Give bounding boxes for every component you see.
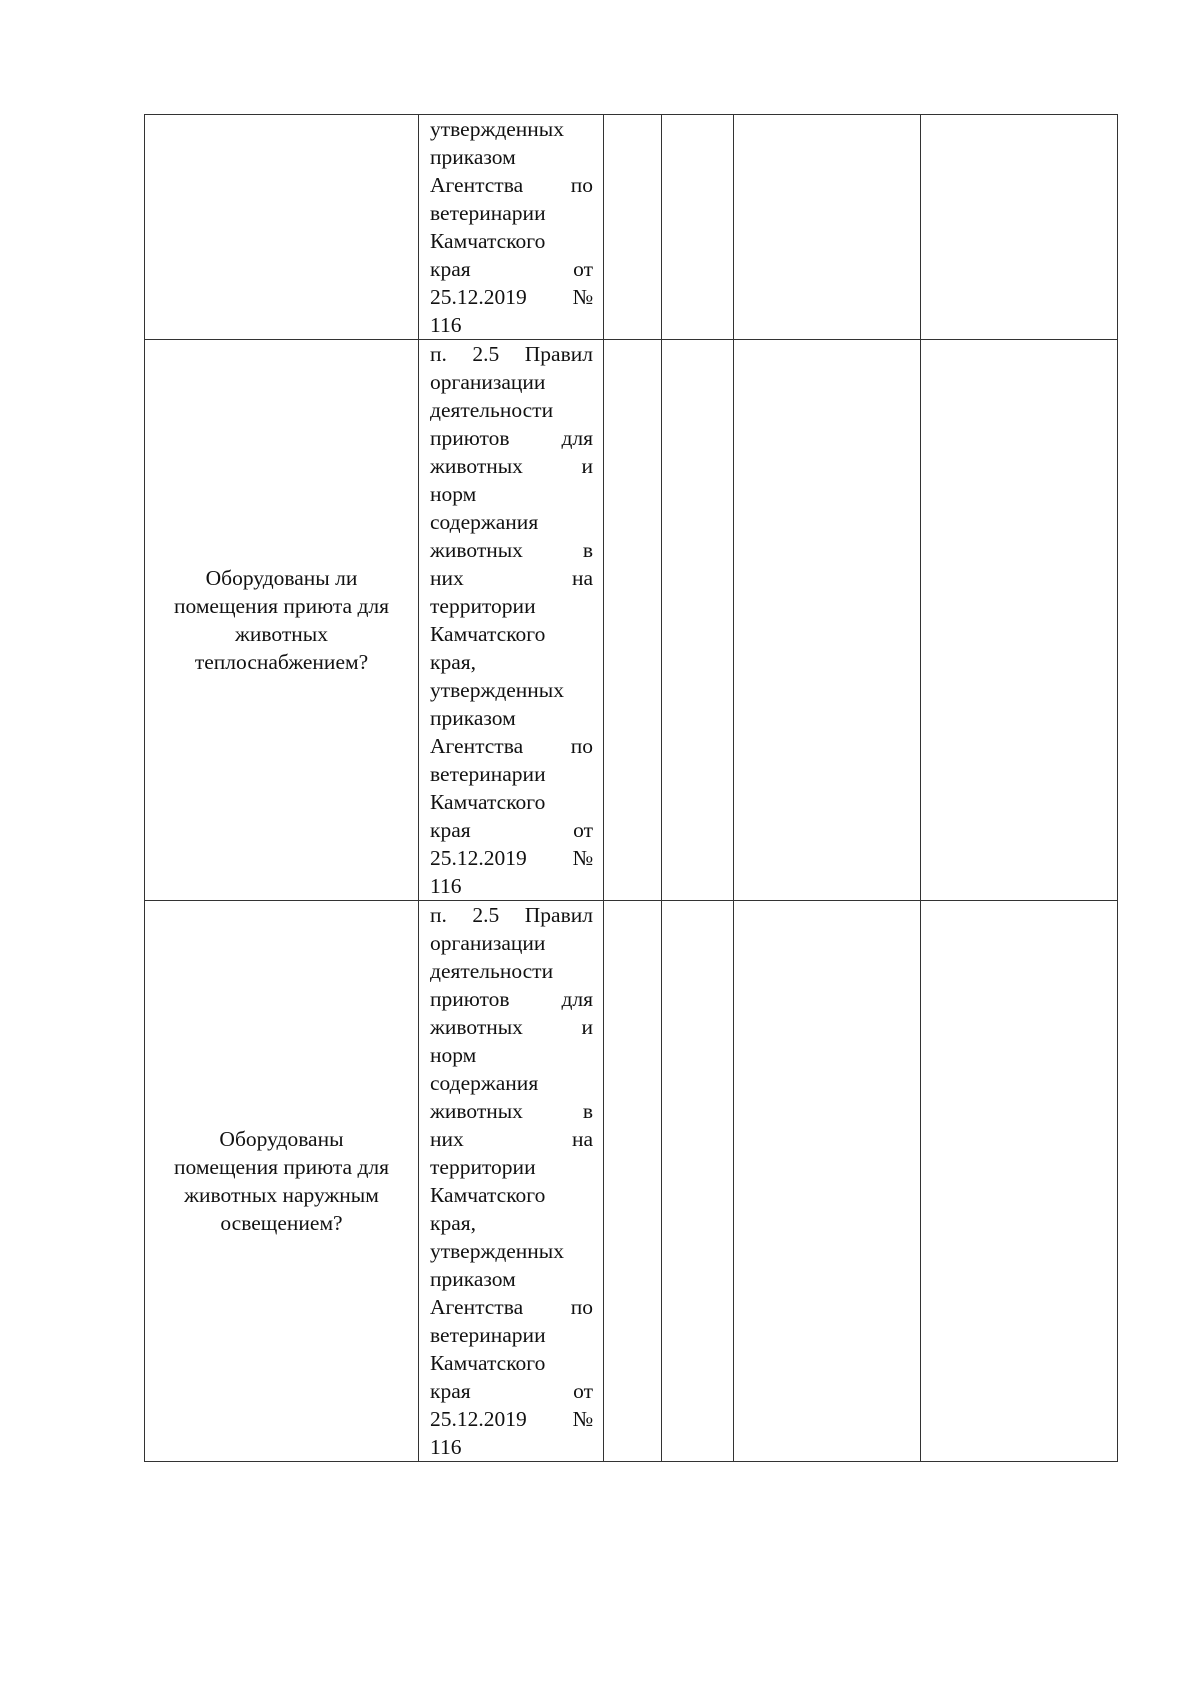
legal-reference-line [430,1013,593,1041]
legal-reference-word: № [572,846,593,870]
legal-reference-line [430,143,593,171]
legal-reference-line [430,340,593,368]
legal-reference-line [430,171,593,199]
legal-reference-word: территории [430,594,536,618]
legal-reference-word: 25.12.2019 [430,285,527,309]
legal-reference-word: ветеринарии [430,1323,546,1347]
legal-reference-line [430,1405,593,1433]
legal-reference-word: в [582,1099,593,1123]
legal-reference-line [430,1097,593,1125]
legal-reference-word: норм [430,482,477,506]
legal-reference-line [430,1209,593,1237]
legal-reference-line [430,844,593,872]
answer-no-cell [662,340,734,901]
answer-not-applicable-cell [734,340,921,901]
legal-reference-line [430,255,593,283]
legal-reference-word: края, [430,1211,477,1235]
legal-reference-word: п. [430,342,447,366]
legal-reference-line [430,957,593,985]
legal-reference-word: Камчатского [430,229,546,253]
legal-reference-word: Правил [524,903,593,927]
legal-reference-line [430,732,593,760]
legal-reference-line [430,760,593,788]
answer-no-cell [662,901,734,1462]
legal-reference-line [430,901,593,929]
legal-reference-line [430,368,593,396]
legal-reference-line [430,227,593,255]
legal-reference-line [430,872,593,900]
legal-reference-line [430,1153,593,1181]
legal-reference-word: 2.5 [472,903,500,927]
legal-reference-word: животных [430,1015,523,1039]
legal-reference-word: для [561,987,593,1011]
legal-reference-word: утвержденных [430,678,565,702]
legal-reference-word: приказом [430,145,516,169]
legal-reference-line [430,1349,593,1377]
legal-reference-line [430,1433,593,1461]
legal-reference-word: № [572,285,593,309]
answer-yes-cell [604,901,662,1462]
legal-reference-word: организации [430,931,546,955]
legal-reference-word: содержания [430,510,539,534]
answer-yes-cell [604,115,662,340]
legal-reference-word: ветеринарии [430,201,546,225]
legal-reference-text [430,340,593,900]
legal-reference-word: приказом [430,1267,516,1291]
legal-reference-cell [419,901,604,1462]
legal-reference-line [430,985,593,1013]
legal-reference-line [430,536,593,564]
legal-reference-word: и [581,454,593,478]
table-row [145,901,1118,1462]
legal-reference-word: животных [430,1099,523,1123]
legal-reference-line [430,676,593,704]
legal-reference-line [430,480,593,508]
legal-reference-word: утвержденных [430,117,565,141]
legal-reference-word: приютов [430,426,510,450]
legal-reference-word: деятельности [430,398,554,422]
legal-reference-word: 25.12.2019 [430,846,527,870]
legal-reference-word: края, [430,650,477,674]
legal-reference-word: норм [430,1043,477,1067]
legal-reference-word: края [430,257,471,281]
question-cell [145,115,419,340]
legal-reference-word: Агентства [430,173,524,197]
legal-reference-word: от [573,257,593,281]
legal-reference-text [430,115,593,339]
legal-reference-line [430,620,593,648]
question-text: Оборудованы помещения приюта для животных наружным освещением? [173,1127,390,1235]
legal-reference-line [430,283,593,311]
legal-reference-line [430,788,593,816]
legal-reference-line [430,564,593,592]
legal-reference-line [430,452,593,480]
legal-reference-line [430,1125,593,1153]
legal-reference-word: на [571,1127,593,1151]
note-cell [921,115,1118,340]
legal-reference-line [430,1069,593,1097]
legal-reference-line [430,592,593,620]
legal-reference-word: Правил [524,342,593,366]
legal-reference-word: 116 [430,1435,462,1459]
legal-reference-line [430,508,593,536]
legal-reference-line [430,311,593,339]
legal-reference-word: края [430,818,471,842]
legal-reference-line [430,115,593,143]
question-cell [145,901,419,1462]
legal-reference-line [430,704,593,732]
legal-reference-word: Агентства [430,1295,524,1319]
legal-reference-line [430,1237,593,1265]
legal-reference-word: территории [430,1155,536,1179]
legal-reference-word: 116 [430,313,462,337]
legal-reference-word: них [430,1127,464,1151]
legal-reference-word: них [430,566,464,590]
legal-reference-word: 116 [430,874,462,898]
legal-reference-word: ветеринарии [430,762,546,786]
question-text: Оборудованы ли помещения приюта для животных теплоснабжением? [173,566,390,674]
legal-reference-line [430,816,593,844]
legal-reference-line [430,1377,593,1405]
legal-reference-word: Камчатского [430,790,546,814]
legal-reference-line [430,396,593,424]
answer-not-applicable-cell [734,901,921,1462]
table-row [145,115,1118,340]
checklist-table [144,114,1118,1462]
legal-reference-word: Камчатского [430,1351,546,1375]
question-cell [145,340,419,901]
legal-reference-word: 2.5 [472,342,500,366]
legal-reference-cell [419,340,604,901]
table-row [145,340,1118,901]
legal-reference-word: № [572,1407,593,1431]
answer-no-cell [662,115,734,340]
legal-reference-word: Камчатского [430,622,546,646]
legal-reference-word: от [573,1379,593,1403]
legal-reference-word: края [430,1379,471,1403]
legal-reference-line [430,929,593,957]
legal-reference-word: 25.12.2019 [430,1407,527,1431]
note-cell [921,340,1118,901]
legal-reference-word: приказом [430,706,516,730]
legal-reference-line [430,1041,593,1069]
legal-reference-word: по [570,1295,593,1319]
legal-reference-word: Камчатского [430,1183,546,1207]
legal-reference-word: для [561,426,593,450]
legal-reference-word: животных [430,454,523,478]
legal-reference-word: утвержденных [430,1239,565,1263]
legal-reference-line [430,648,593,676]
legal-reference-word: по [570,173,593,197]
legal-reference-line [430,1181,593,1209]
legal-reference-line [430,424,593,452]
legal-reference-word: в [582,538,593,562]
legal-reference-word: содержания [430,1071,539,1095]
legal-reference-word: животных [430,538,523,562]
answer-not-applicable-cell [734,115,921,340]
legal-reference-word: деятельности [430,959,554,983]
legal-reference-word: организации [430,370,546,394]
legal-reference-line [430,1321,593,1349]
legal-reference-word: Агентства [430,734,524,758]
legal-reference-word: от [573,818,593,842]
answer-yes-cell [604,340,662,901]
legal-reference-line [430,199,593,227]
legal-reference-cell [419,115,604,340]
note-cell [921,901,1118,1462]
legal-reference-word: п. [430,903,447,927]
legal-reference-word: приютов [430,987,510,1011]
legal-reference-word: на [571,566,593,590]
legal-reference-line [430,1293,593,1321]
legal-reference-text [430,901,593,1461]
legal-reference-word: и [581,1015,593,1039]
legal-reference-word: по [570,734,593,758]
legal-reference-line [430,1265,593,1293]
